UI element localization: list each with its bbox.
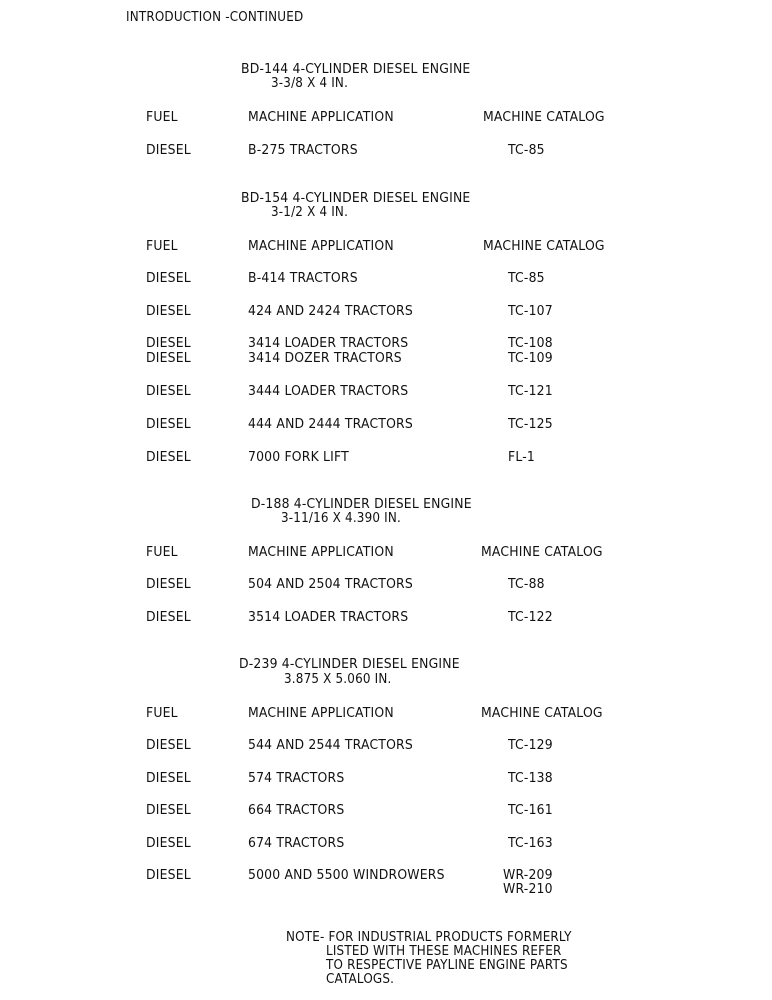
row-application: B-275 TRACTORS <box>248 142 358 158</box>
row-catalog: FL-1 <box>508 449 535 465</box>
note-line: CATALOGS. <box>326 972 395 987</box>
row-fuel: DIESEL <box>146 802 191 818</box>
row-fuel: DIESEL <box>146 609 191 625</box>
column-header-catalog: MACHINE CATALOG <box>483 238 605 254</box>
row-application: 3414 DOZER TRACTORS <box>248 350 402 366</box>
row-application: 664 TRACTORS <box>248 802 345 818</box>
row-catalog: TC-138 <box>508 770 553 786</box>
row-fuel: DIESEL <box>146 416 191 432</box>
row-catalog: WR-209 <box>503 867 553 883</box>
column-header-application: MACHINE APPLICATION <box>248 109 394 125</box>
note-line: TO RESPECTIVE PAYLINE ENGINE PARTS <box>326 958 568 973</box>
column-header-fuel: FUEL <box>146 109 178 125</box>
section-title: D-188 4-CYLINDER DIESEL ENGINE <box>251 496 472 512</box>
column-header-catalog: MACHINE CATALOG <box>481 705 603 721</box>
note-line: NOTE- FOR INDUSTRIAL PRODUCTS FORMERLY <box>286 930 572 945</box>
row-fuel: DIESEL <box>146 303 191 319</box>
row-catalog: TC-109 <box>508 350 553 366</box>
column-header-catalog: MACHINE CATALOG <box>483 109 605 125</box>
row-catalog: TC-108 <box>508 335 553 351</box>
row-application: 7000 FORK LIFT <box>248 449 349 465</box>
row-application: 544 AND 2544 TRACTORS <box>248 737 413 753</box>
row-application: 5000 AND 5500 WINDROWERS <box>248 867 445 883</box>
row-catalog: TC-121 <box>508 383 553 399</box>
row-fuel: DIESEL <box>146 335 191 351</box>
column-header-fuel: FUEL <box>146 238 178 254</box>
row-catalog: TC-85 <box>508 142 545 158</box>
section-title: D-239 4-CYLINDER DIESEL ENGINE <box>239 656 460 672</box>
row-fuel: DIESEL <box>146 383 191 399</box>
row-catalog: TC-88 <box>508 576 545 592</box>
section-subtitle: 3-3/8 X 4 IN. <box>271 76 349 91</box>
row-fuel: DIESEL <box>146 350 191 366</box>
row-application: 674 TRACTORS <box>248 835 345 851</box>
row-fuel: DIESEL <box>146 737 191 753</box>
row-fuel: DIESEL <box>146 867 191 883</box>
row-fuel: DIESEL <box>146 449 191 465</box>
row-application: 574 TRACTORS <box>248 770 345 786</box>
row-catalog: TC-125 <box>508 416 553 432</box>
row-catalog: TC-129 <box>508 737 553 753</box>
row-application: 424 AND 2424 TRACTORS <box>248 303 413 319</box>
column-header-catalog: MACHINE CATALOG <box>481 544 603 560</box>
row-fuel: DIESEL <box>146 770 191 786</box>
column-header-fuel: FUEL <box>146 544 178 560</box>
row-application: 3514 LOADER TRACTORS <box>248 609 409 625</box>
row-application: 444 AND 2444 TRACTORS <box>248 416 413 432</box>
row-catalog: TC-161 <box>508 802 553 818</box>
page-header: INTRODUCTION -CONTINUED <box>126 10 304 25</box>
row-catalog: WR-210 <box>503 881 553 897</box>
section-subtitle: 3.875 X 5.060 IN. <box>284 672 392 687</box>
column-header-fuel: FUEL <box>146 705 178 721</box>
row-catalog: TC-122 <box>508 609 553 625</box>
section-title: BD-144 4-CYLINDER DIESEL ENGINE <box>241 61 471 77</box>
row-fuel: DIESEL <box>146 142 191 158</box>
row-application: 3414 LOADER TRACTORS <box>248 335 409 351</box>
row-application: 504 AND 2504 TRACTORS <box>248 576 413 592</box>
row-fuel: DIESEL <box>146 270 191 286</box>
row-fuel: DIESEL <box>146 835 191 851</box>
row-catalog: TC-163 <box>508 835 553 851</box>
column-header-application: MACHINE APPLICATION <box>248 544 394 560</box>
row-catalog: TC-85 <box>508 270 545 286</box>
note-line: LISTED WITH THESE MACHINES REFER <box>326 944 562 959</box>
row-application: B-414 TRACTORS <box>248 270 358 286</box>
column-header-application: MACHINE APPLICATION <box>248 705 394 721</box>
row-application: 3444 LOADER TRACTORS <box>248 383 409 399</box>
section-title: BD-154 4-CYLINDER DIESEL ENGINE <box>241 190 471 206</box>
section-subtitle: 3-11/16 X 4.390 IN. <box>281 511 402 526</box>
column-header-application: MACHINE APPLICATION <box>248 238 394 254</box>
row-fuel: DIESEL <box>146 576 191 592</box>
section-subtitle: 3-1/2 X 4 IN. <box>271 205 349 220</box>
row-catalog: TC-107 <box>508 303 553 319</box>
